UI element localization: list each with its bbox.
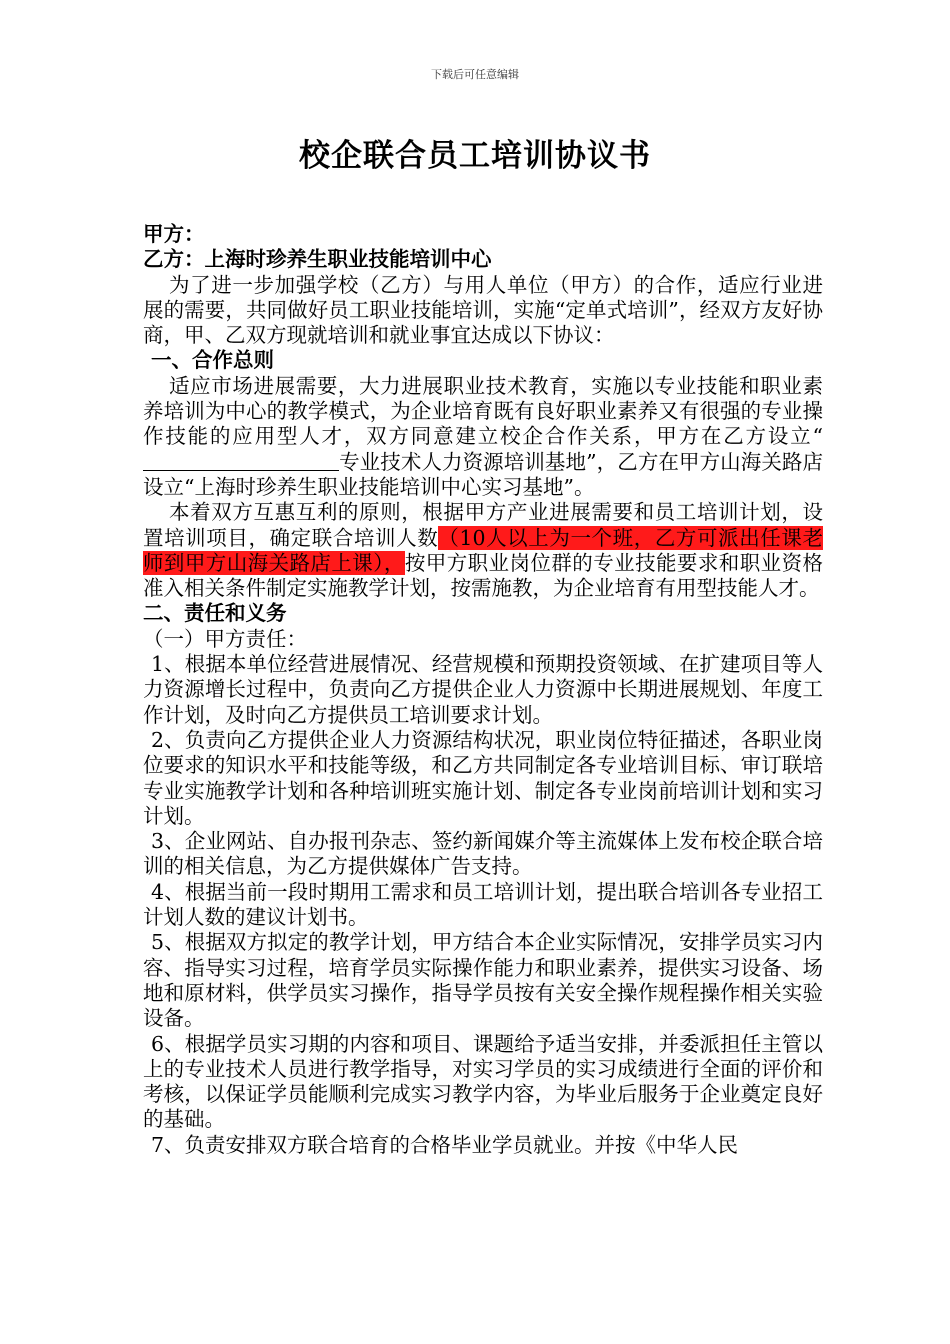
list-item: 4、根据当前一段时期用工需求和员工培训计划，提出联合培训各专业招工计划人数的建议计划书。 <box>143 879 823 930</box>
list-item: 2、负责向乙方提供企业人力资源结构状况，职业岗位特征描述，各职业岗位要求的知识水平和技能等级，和乙方共同制定各专业培训目标、审订联培专业实施教学计划和各种培训班实施计划、制定各专业岗前培训计划和实习计划。 <box>143 727 823 828</box>
list-item: 3、企业网站、自办报刊杂志、签约新闻媒介等主流媒体上发布校企联合培训的相关信息，为乙方提供媒体广告支持。 <box>143 829 823 879</box>
s1-p2-after: 按甲方职业岗位群的专业技能要求和职业资格准入相关条件制定实施教学计划，按需施教，为企业培育有用型技能人才。 <box>143 550 824 601</box>
section-2-heading: 二、责任和义务 <box>143 601 287 626</box>
subsection-a-heading: （一）甲方责任： <box>143 626 307 651</box>
intro-paragraph: 为了进一步加强学校（乙方）与用人单位（甲方）的合作，适应行业进展的需要，共同做好员工职业技能培训，实施“定单式培训”，经双方友好协商，甲、乙双方现就培训和就业事宜达成以下协议： <box>143 272 823 348</box>
list-item: 7、负责安排双方联合培育的合格毕业学员就业。并按《中华人民 <box>151 1132 739 1157</box>
s1-p1-after: 专业技术人力资源培训基地”，乙方在甲方山海关路店设立“上海时珍养生职业技能培训中心实习基地”。 <box>143 449 823 499</box>
document-title: 校企联合员工培训协议书 <box>299 138 651 174</box>
list-item: 6、根据学员实习期的内容和项目、课题给予适当安排，并委派担任主管以上的专业技术人员进行教学指导，对实习学员的实习成绩进行全面的评价和考核，以保证学员能顺利完成实习教学内容，为毕业后服务于企业奠定良好的基础。 <box>143 1031 823 1132</box>
list-item: 1、根据本单位经营进展情况、经营规模和预期投资领域、在扩建项目等人力资源增长过程中，负责向乙方提供企业人力资源中长期进展规划、年度工作计划，及时向乙方提供员工培训要求计划。 <box>143 652 823 727</box>
section-1-paragraph-1 <box>143 374 823 500</box>
section-1-heading: 一、合作总则 <box>151 348 274 373</box>
s1-p2-before: 本着双方互惠互利的原则，根据甲方产业进展需要和员工培训计划，设置培训项目，确定联合培训人数 <box>143 500 823 550</box>
header-note: 下载后可任意编辑 <box>431 68 519 81</box>
document-body <box>143 222 823 1158</box>
party-b: 乙方：上海时珍养生职业技能培训中心 <box>143 247 492 272</box>
s1-p1-before: 适应市场进展需要，大力进展职业技术教育，实施以专业技能和职业素养培训为中心的教学模式，为企业培育既有良好职业素养又有很强的专业操作技能的应用型人才，双方同意建立校企合作关系，甲方在乙方设立“ <box>143 373 823 449</box>
highlighted-text: （10人以上为一个班，乙方可派出任课老师到甲方山海关路店上课）， <box>143 525 823 575</box>
section-1-paragraph-2 <box>143 500 823 601</box>
fill-in-blank[interactable] <box>143 451 339 471</box>
party-a: 甲方： <box>143 222 205 246</box>
list-item: 5、根据双方拟定的教学计划，甲方结合本企业实际情况，安排学员实习内容、指导实习过程，培育学员实际操作能力和职业素养，提供实习设备、场地和原材料，供学员实习操作，指导学员按有关安全操作规程操作相关实验设备。 <box>143 930 823 1031</box>
